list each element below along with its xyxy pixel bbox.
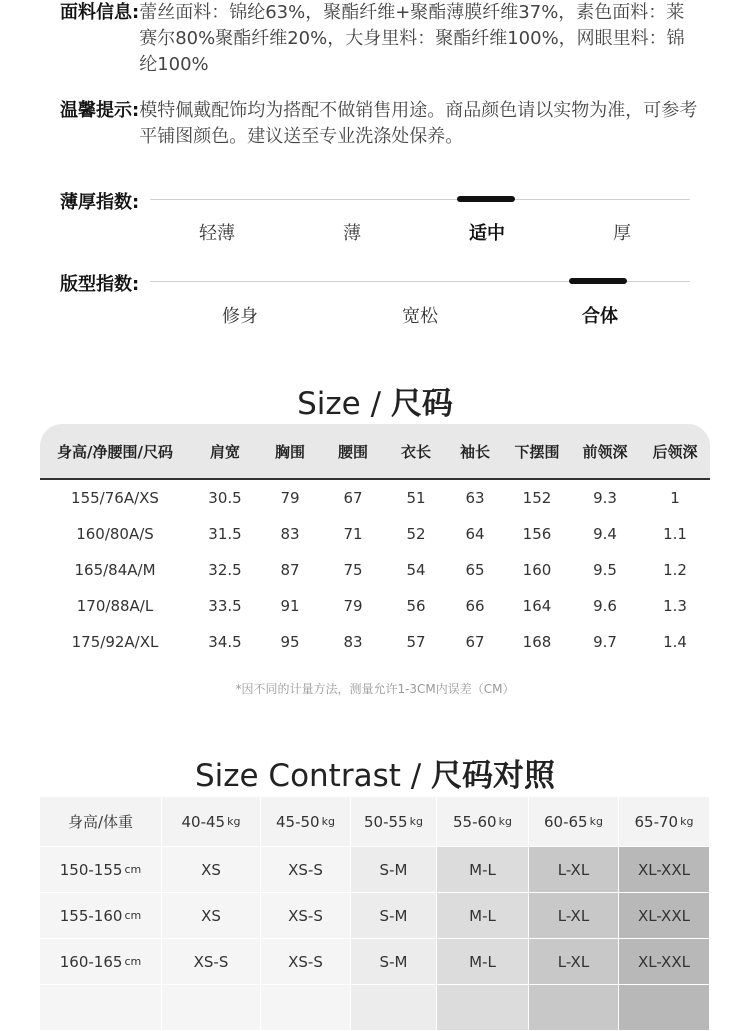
contrast-size-cell: XS-S xyxy=(261,847,351,893)
contrast-size-cell: S-M xyxy=(351,893,437,939)
contrast-size-cell: S-M xyxy=(351,939,437,985)
size-cell: 156 xyxy=(522,525,552,543)
size-cell: 83 xyxy=(343,633,363,651)
size-header-cell: 肩宽 xyxy=(209,442,240,461)
care-tip xyxy=(60,98,700,150)
size-header-cell: 腰围 xyxy=(337,442,368,461)
fit-selected-marker xyxy=(569,278,627,284)
size-cell: 164 xyxy=(522,597,552,615)
size-cell: 9.3 xyxy=(593,489,617,507)
size-cell: 83 xyxy=(280,525,300,543)
thickness-scale-line xyxy=(150,199,690,200)
contrast-title-en: Size Contrast / xyxy=(194,758,422,794)
contrast-weight-header: 50-55 kg xyxy=(351,797,437,847)
size-cell: 1.4 xyxy=(663,633,687,651)
fit-option: 宽松 xyxy=(402,306,438,327)
thickness-option: 轻薄 xyxy=(199,223,235,244)
size-cell: 33.5 xyxy=(208,597,242,615)
contrast-weight-header: 40-45 kg xyxy=(162,797,261,847)
measurement-note: *因不同的计量方法，测量允许1-3CM内误差（CM） xyxy=(235,682,515,696)
thickness-option: 薄 xyxy=(343,223,361,244)
contrast-size-cell: XL-XXL xyxy=(619,939,710,985)
size-cell: 51 xyxy=(406,489,426,507)
size-section-title xyxy=(0,378,750,423)
size-cell: 1 xyxy=(670,489,680,507)
size-cell: 170/88A/L xyxy=(76,597,154,615)
thickness-selected-marker xyxy=(457,196,515,202)
size-cell: 34.5 xyxy=(208,633,242,651)
fit-option: 修身 xyxy=(222,306,258,327)
size-cell: 160/80A/S xyxy=(76,525,154,543)
contrast-title-zh: 尺码对照 xyxy=(431,758,556,794)
size-cell: 75 xyxy=(343,561,363,579)
size-cell: 9.6 xyxy=(593,597,617,615)
size-cell: 9.4 xyxy=(593,525,617,543)
size-header-cell: 身高/净腰围/尺码 xyxy=(57,442,173,461)
contrast-blank-cell xyxy=(261,985,351,1031)
contrast-size-cell: XS-S xyxy=(261,939,351,985)
contrast-size-cell: L-XL xyxy=(529,939,619,985)
fabric-info xyxy=(60,0,700,78)
size-table-row xyxy=(40,588,710,624)
contrast-height-cell: 150-155 cm xyxy=(40,847,162,893)
size-cell: 155/76A/XS xyxy=(71,489,159,507)
size-cell: 54 xyxy=(406,561,426,579)
size-table-row xyxy=(40,624,710,660)
contrast-table-row xyxy=(40,893,710,939)
contrast-size-cell: M-L xyxy=(437,939,529,985)
contrast-corner-cell: 身高/体重 xyxy=(40,797,162,847)
size-header-cell: 后领深 xyxy=(652,442,698,461)
contrast-size-cell: XS xyxy=(162,893,261,939)
size-table-body xyxy=(40,480,710,660)
contrast-height-cell: 155-160 cm xyxy=(40,893,162,939)
size-cell: 95 xyxy=(280,633,300,651)
contrast-table-row-partial xyxy=(40,985,710,1031)
contrast-blank-cell xyxy=(437,985,529,1031)
size-cell: 63 xyxy=(465,489,485,507)
contrast-size-cell: XL-XXL xyxy=(619,893,710,939)
contrast-header-row xyxy=(40,797,710,847)
size-table-row xyxy=(40,516,710,552)
size-cell: 30.5 xyxy=(208,489,242,507)
size-cell: 9.5 xyxy=(593,561,617,579)
contrast-size-cell: XS-S xyxy=(162,939,261,985)
size-title-en: Size / xyxy=(297,386,382,422)
contrast-height-cell: 160-165 cm xyxy=(40,939,162,985)
tip-text: 模特佩戴配饰均为搭配不做销售用途。商品颜色请以实物为准，可参考平铺图颜色。建议送至专业洗涤处保养。 xyxy=(139,100,698,147)
size-cell: 65 xyxy=(465,561,485,579)
size-cell: 165/84A/M xyxy=(74,561,156,579)
contrast-blank-cell xyxy=(529,985,619,1031)
size-header-cell: 袖长 xyxy=(459,442,490,461)
size-cell: 152 xyxy=(522,489,552,507)
size-table-row xyxy=(40,552,710,588)
contrast-size-cell: L-XL xyxy=(529,893,619,939)
contrast-table-row xyxy=(40,939,710,985)
contrast-blank-cell xyxy=(162,985,261,1031)
tip-label: 温馨提示: xyxy=(60,100,140,121)
contrast-blank-cell xyxy=(351,985,437,1031)
size-cell: 1.1 xyxy=(663,525,687,543)
size-cell: 56 xyxy=(406,597,426,615)
fit-label: 版型指数: xyxy=(60,274,140,295)
size-cell: 31.5 xyxy=(208,525,242,543)
size-cell: 175/92A/XL xyxy=(71,633,159,651)
contrast-section-title xyxy=(0,750,750,795)
fabric-label: 面料信息: xyxy=(60,2,140,23)
contrast-size-cell: L-XL xyxy=(529,847,619,893)
size-cell: 1.3 xyxy=(663,597,687,615)
size-contrast-table xyxy=(40,797,710,1031)
size-cell: 67 xyxy=(343,489,363,507)
size-header-cell: 下摆围 xyxy=(514,442,560,461)
thickness-option: 厚 xyxy=(613,223,631,244)
contrast-weight-header: 45-50 kg xyxy=(261,797,351,847)
contrast-weight-header: 65-70 kg xyxy=(619,797,710,847)
size-cell: 79 xyxy=(280,489,300,507)
size-cell: 79 xyxy=(343,597,363,615)
size-cell: 71 xyxy=(343,525,363,543)
contrast-weight-header: 60-65 kg xyxy=(529,797,619,847)
size-cell: 168 xyxy=(522,633,552,651)
size-cell: 52 xyxy=(406,525,426,543)
size-cell: 57 xyxy=(406,633,426,651)
size-header-cell: 前领深 xyxy=(582,442,628,461)
contrast-size-cell: XS xyxy=(162,847,261,893)
size-cell: 66 xyxy=(465,597,485,615)
contrast-size-cell: S-M xyxy=(351,847,437,893)
contrast-size-cell: M-L xyxy=(437,847,529,893)
contrast-weight-header: 55-60 kg xyxy=(437,797,529,847)
size-cell: 32.5 xyxy=(208,561,242,579)
contrast-size-cell: XL-XXL xyxy=(619,847,710,893)
size-title-zh: 尺码 xyxy=(390,386,453,422)
size-table-row xyxy=(40,480,710,516)
contrast-size-cell: M-L xyxy=(437,893,529,939)
size-cell: 1.2 xyxy=(663,561,687,579)
size-table-header xyxy=(40,424,710,480)
size-cell: 160 xyxy=(522,561,552,579)
contrast-table-row xyxy=(40,847,710,893)
contrast-blank-cell xyxy=(619,985,710,1031)
contrast-size-cell: XS-S xyxy=(261,893,351,939)
thickness-label: 薄厚指数: xyxy=(60,192,140,213)
fabric-text: 蕾丝面料：锦纶63%，聚酯纤维+聚酯薄膜纤维37%，素色面料：莱赛尔80%聚酯纤维20%，大身里料：聚酯纤维100%，网眼里料：锦纶100% xyxy=(139,2,685,75)
contrast-blank-cell xyxy=(40,985,162,1031)
size-header-cell: 胸围 xyxy=(274,442,305,461)
thickness-option-selected: 适中 xyxy=(469,223,505,244)
size-cell: 67 xyxy=(465,633,485,651)
fit-option-selected: 合体 xyxy=(582,306,618,327)
size-cell: 64 xyxy=(465,525,485,543)
size-header-cell: 衣长 xyxy=(400,442,431,461)
size-cell: 87 xyxy=(280,561,300,579)
size-cell: 91 xyxy=(280,597,300,615)
size-cell: 9.7 xyxy=(593,633,617,651)
